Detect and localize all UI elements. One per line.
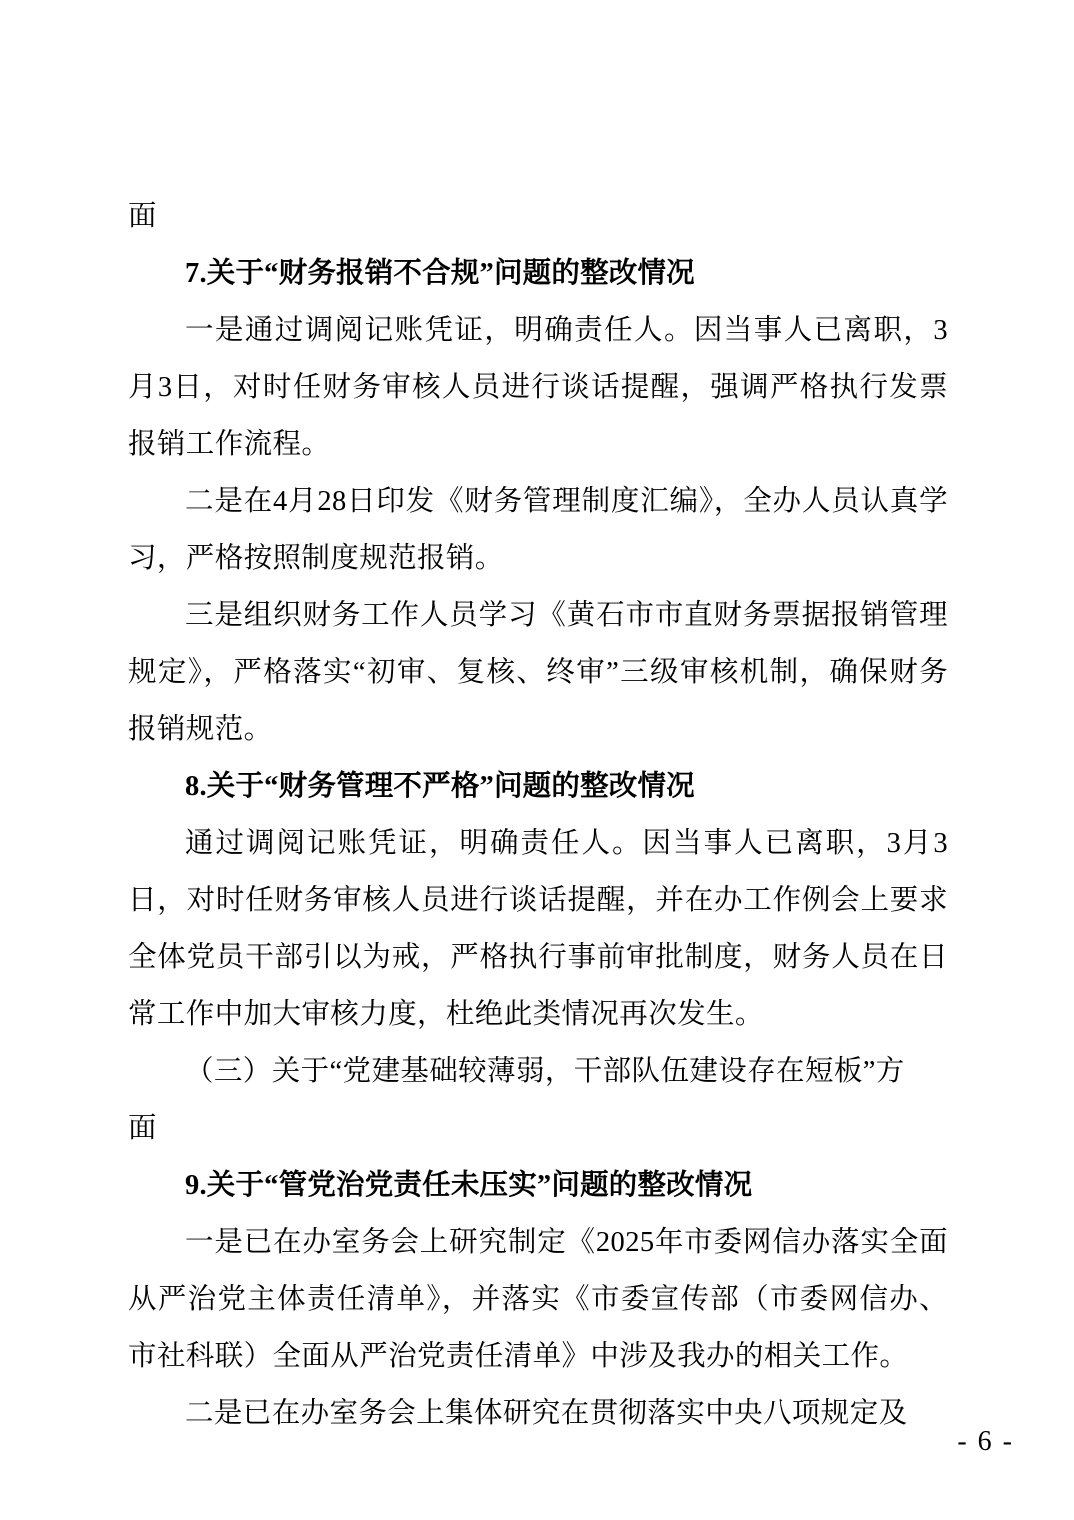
paragraph-9-2: 二是已在办室务会上集体研究在贯彻落实中央八项规定及 [185,1398,908,1429]
section-heading-8: 8.关于“财务管理不严格”问题的整改情况 [185,771,695,802]
paragraph-7-3: 三是组织财务工作人员学习《黄石市市直财务票据报销管理规定》，严格落实“初审、复核、终审”三级审核机制，确保财务报销规范。 [128,600,948,745]
section-heading-7: 7.关于“财务报销不合规”问题的整改情况 [185,258,695,289]
paragraph-9-1: 一是已在办室务会上研究制定《2025年市委网信办落实全面从严治党主体责任清单》，并落实《市委宣传部（市委网信办、市社科联）全面从严治党责任清单》中涉及我办的相关工作。 [128,1227,948,1372]
paragraph-8-1: 通过调阅记账凭证，明确责任人。因当事人已离职，3月3日，对时任财务审核人员进行谈话提醒，并在办工作例会上要求全体党员干部引以为戒，严格执行事前审批制度，财务人员在日常工作中加大审核力度，杜绝此类情况再次发生。 [128,828,948,1030]
paragraph-section-three-continuation: 面 [128,1113,157,1144]
page-number: - 6 - [957,1426,1014,1457]
paragraph-7-2: 二是在4月28日印发《财务管理制度汇编》，全办人员认真学习，严格按照制度规范报销。 [128,486,948,574]
paragraph-7-1: 一是通过调阅记账凭证，明确责任人。因当事人已离职，3月3日，对时任财务审核人员进行谈话提醒，强调严格执行发票报销工作流程。 [128,315,948,460]
paragraph-section-three: （三）关于“党建基础较薄弱，干部队伍建设存在短板”方 [185,1056,905,1087]
document-body [128,188,948,1442]
section-heading-9: 9.关于“管党治党责任未压实”问题的整改情况 [185,1170,753,1201]
paragraph-continuation-top: 面 [128,201,157,232]
